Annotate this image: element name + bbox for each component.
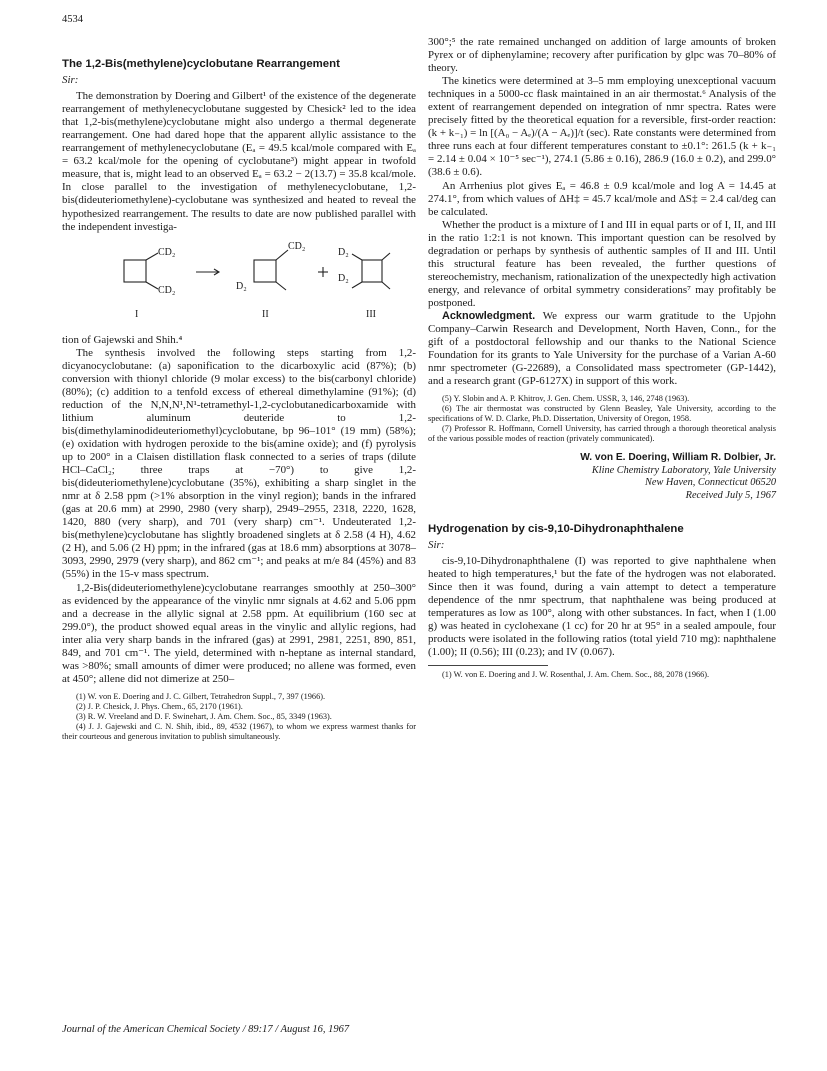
compound-ii-bond-bottom — [276, 282, 286, 290]
compound-label-iii: III — [366, 308, 376, 320]
signature-block — [428, 452, 776, 502]
footnotes-left — [62, 692, 416, 742]
footnotes-right — [428, 394, 776, 444]
d2-label-1: D₂ — [236, 280, 247, 292]
paragraph-arrhenius: An Arrhenius plot gives Eₐ = 46.8 ± 0.9 kcal/mole and log A = 14.45 at 274.1°, from which values of ΔH‡ = 45.7 kcal/mole and ΔS‡ = 2.4 cal/deg can be calculated. — [428, 179, 776, 218]
cd2-label-3: CD₂ — [288, 240, 306, 252]
footnote: (7) Professor R. Hoffmann, Cornell University, has carried through a thorough theoretical analysis of the various possible modes of reaction (privately communicated). — [428, 424, 776, 444]
cd2-label-2: CD₂ — [158, 284, 176, 296]
paragraph-intro: The demonstration by Doering and Gilbert¹ of the existence of the degenerate rearrangement of methylenecyclobutane suggested by Chesick² led to the idea that 1,2-bis(methylene)cyclobutane might also undergo a thermal degenerate rearrangement. One had dared hope that the apparent allylic assistance to the rearrangement of methylenecyclobutane (Eₐ = 49.5 kcal/mole compared with Eₐ = 63.2 kcal/mole for the opening of cyclobutane³) might appear in twofold measure, that is, might lead to an observed Eₐ = 63.2 − 2(13.7) = 35.8 kcal/mole. In close parallel to the investigation of methylenecyclobutane, 1,2-bis(dideuteriomethylene)-cyclobutane was synthesized and heated to reveal the hypothesized rearrangement. The results to date are now published parallel with the independent investiga- — [62, 90, 416, 233]
compound-iii-methylene-2 — [382, 282, 390, 289]
d2-label-3: D₂ — [338, 272, 349, 284]
article-2-title: Hydrogenation by cis-9,10-Dihydronaphthalene — [428, 522, 684, 535]
footnote: (1) W. von E. Doering and J. C. Gilbert, Tetrahedron Suppl., 7, 397 (1966). — [76, 691, 326, 701]
cd2-label-1: CD₂ — [158, 246, 176, 258]
left-column — [62, 58, 416, 742]
acknowledgment-heading: Acknowledgment. — [442, 309, 536, 322]
received-date: Received July 5, 1967 — [685, 490, 776, 502]
compound-ii-ring — [254, 260, 276, 282]
article-2 — [428, 523, 776, 680]
paragraph-intro-continued: tion of Gajewski and Shih.⁴ — [62, 333, 183, 346]
compound-iii-methylene-1 — [382, 253, 390, 260]
right-column — [428, 36, 776, 680]
compound-iii-bond-bottom — [352, 282, 362, 288]
article-2-salutation: Sir: — [428, 538, 445, 551]
authors: W. von E. Doering, William R. Dolbier, Jr. — [580, 452, 776, 464]
d2-label-2: D₂ — [338, 246, 349, 258]
paragraph-rearrangement-continued: 300°;⁵ the rate remained unchanged on addition of large amounts of broken Pyrex or of diphenylamine; recovery after purification by glpc was 70–80% of theory. — [428, 36, 776, 75]
compound-ii-bond-top — [276, 250, 288, 260]
footnote: (5) Y. Slobin and A. P. Khitrov, J. Gen. Chem. USSR, 3, 146, 2748 (1963). — [442, 394, 690, 404]
article-2-footnote: (1) W. von E. Doering and J. W. Rosenthal, J. Am. Chem. Soc., 88, 2078 (1966). — [442, 670, 710, 680]
salutation: Sir: — [62, 74, 79, 87]
compound-i-ring — [124, 260, 146, 282]
footnote: (2) J. P. Chesick, J. Phys. Chem., 65, 2170 (1961). — [76, 701, 243, 711]
footnote: (4) J. J. Gajewski and C. N. Shih, ibid., 89, 4532 (1967), to whom we express warmest thanks for their courteous and generous invitation to publish simultaneously. — [62, 721, 416, 741]
compound-i-bond-bottom — [146, 282, 158, 289]
compound-iii-ring — [362, 260, 382, 282]
paragraph-rearrangement: 1,2-Bis(dideuteriomethylene)cyclobutane rearranges smoothly at 250–300° as evidenced by the appearance of the vinylic nmr signals at 4.62 and 5.06 ppm and a decrease in the allylic signal at 2.58 ppm. At equilibrium (160 sec at 299.0°), the product showed equal areas in the vinylic and allylic regions, had inter alia very sharp bands in the infrared (gas) at 2991, 2981, 2251, 890, 851, 849, and 701 cm⁻¹. The yield, determined with n-heptane as internal standard, was >80%; small amounts of dimer were produced; no allene was formed, even at 450°; allene did not dimerize at 250– — [62, 581, 416, 685]
article-title: The 1,2-Bis(methylene)cyclobutane Rearrangement — [62, 58, 340, 70]
compound-label-i: I — [135, 308, 139, 320]
paragraph-product-question: Whether the product is a mixture of I and III in equal parts or of I, II, and III in the ratio 1:2:1 is not known. This important question can be resolved by degradation or perhaps by synthesis of authentic samples of II and III. Until this structural feature has been revealed, the further questions of stereochemistry, mechanism, rationalization of the unexpectedly high activation energy, and relevance of orbital symmetry considerations⁷ may profitably be postponed. — [428, 218, 776, 309]
footnote: (6) The air thermostat was constructed by Glenn Beasley, Yale University, according to the specifications of W. D. Clarke, Ph.D. Dissertation, University of Oregon, 1958. — [428, 404, 776, 424]
paragraph-synthesis: The synthesis involved the following steps starting from 1,2-dicyanocyclobutane: (a) saponification to the dicarboxylic acid (87%); (b) conversion with thionyl chloride (9 molar excess) to the bis(carbonyl chloride) (80%); (c) addition to a tenfold excess of ethereal dimethylamine (91%); (d) reduction of the N,N,N¹,N¹-tetramethyl-1,2-cyclobutanedicarboxamide with lithium aluminum deuteride to 1,2-bis(dimethylaminodideuteriomethyl)cyclobutane, bp 96–101° (19 mm) (58%); (e) oxidation with hydrogen peroxide to the bis(amine oxide); and (f) pyrolysis up to 200° in a Claisen distillation flask connected to a series of traps (dilute HCl–CaCl₂; three traps at −70°) to give 1,2-bis(dideuteriomethylene)cyclobutane (35%), exhibiting a sharp singlet in the nmr at δ 2.58 ppm (>1% absorption in the vinyl region); bands in the infrared (gas at 20.6 mm) at 2990, 2980 (very sharp), 2949–2955, 2318, 2220, 1628, 1420, 880 (very sharp), and 701 (very sharp) cm⁻¹. Undeuterated 1,2-bis(methylene)cyclobutane has slightly broadened singlets at δ 2.58 (4 H), 4.62 (2 H), and 5.06 (2 H) ppm; in the infrared (gas at 18.6 mm) absorptions at 3078–3093, 2990, 2979 (very sharp), and 862 cm⁻¹; and peaks at m/e 84 (45%) and 83 (55%) in the 15-v mass spectrum. — [62, 346, 416, 581]
affiliation-city: New Haven, Connecticut 06520 — [645, 477, 776, 489]
page-number: 4534 — [62, 14, 83, 25]
article-2-paragraph: cis-9,10-Dihydronaphthalene (I) was reported to give naphthalene when heated to high temperatures,¹ but the fate of the hydrogen was not elaborated. Since then it was found, during a vain attempt to detect a temperature dependence of the nmr spectrum, that naphthalene was being produced at temperatures as low as 100°, along with other substances. In fact, when I (1.00 g) was heated in cyclohexane (1 cc) for 20 hr at 95° in a sealed ampoule, four products were isolated in the following ratios (total yield 710 mg): naphthalene (1.00); II (0.56); III (0.23); and IV (0.067). — [428, 554, 776, 659]
paragraph-kinetics: The kinetics were determined at 3–5 mm employing unexceptional vacuum techniques in a 5000-cc flask maintained in an air thermostat.⁶ Analysis of the extent of rearrangement depended on integration of nmr spectra. Rates were precisely fitted by the theoretical equation for a reversible, first-order reaction: (k + k₋₁) = ln [(A₀ − Aₑ)/(A − Aₑ)]/t (sec). Rate constants were determined from three runs each at four different temperatures constant to ±0.1°: 261.5 (k + k₋₁ = 2.14 ± 0.04 × 10⁻⁵ sec⁻¹), 274.1 (5.86 ± 0.16), 286.9 (16.0 ± 0.2), and 299.0° (38.6 ± 0.6). — [428, 75, 776, 179]
footnote: (3) R. W. Vreeland and D. F. Swinehart, J. Am. Chem. Soc., 85, 3349 (1963). — [76, 711, 332, 721]
compound-iii-bond-top — [352, 254, 362, 260]
journal-footer: Journal of the American Chemical Society / 89:17 / August 16, 1967 — [62, 1024, 350, 1035]
compound-i-bond-top — [146, 253, 158, 260]
paragraph-acknowledgment — [428, 310, 776, 388]
acknowledgment-body: We express our warm gratitude to the Upjohn Company–Carwin Research and Development, North Haven, Conn., for the gift of a postdoctoral fellowship and our thanks to the National Science Foundation for its grants to Yale University for the purchase of a Varian A-60 nmr spectrometer (G-22689), a Consolidated mass spectrometer (GP-1442), and a research grant (GP-6127X) in support of this work. — [428, 309, 776, 388]
footnote-divider — [428, 665, 548, 666]
compound-label-ii: II — [262, 308, 269, 320]
affiliation: Kline Chemistry Laboratory, Yale University — [591, 464, 776, 476]
reaction-scheme — [62, 238, 416, 330]
